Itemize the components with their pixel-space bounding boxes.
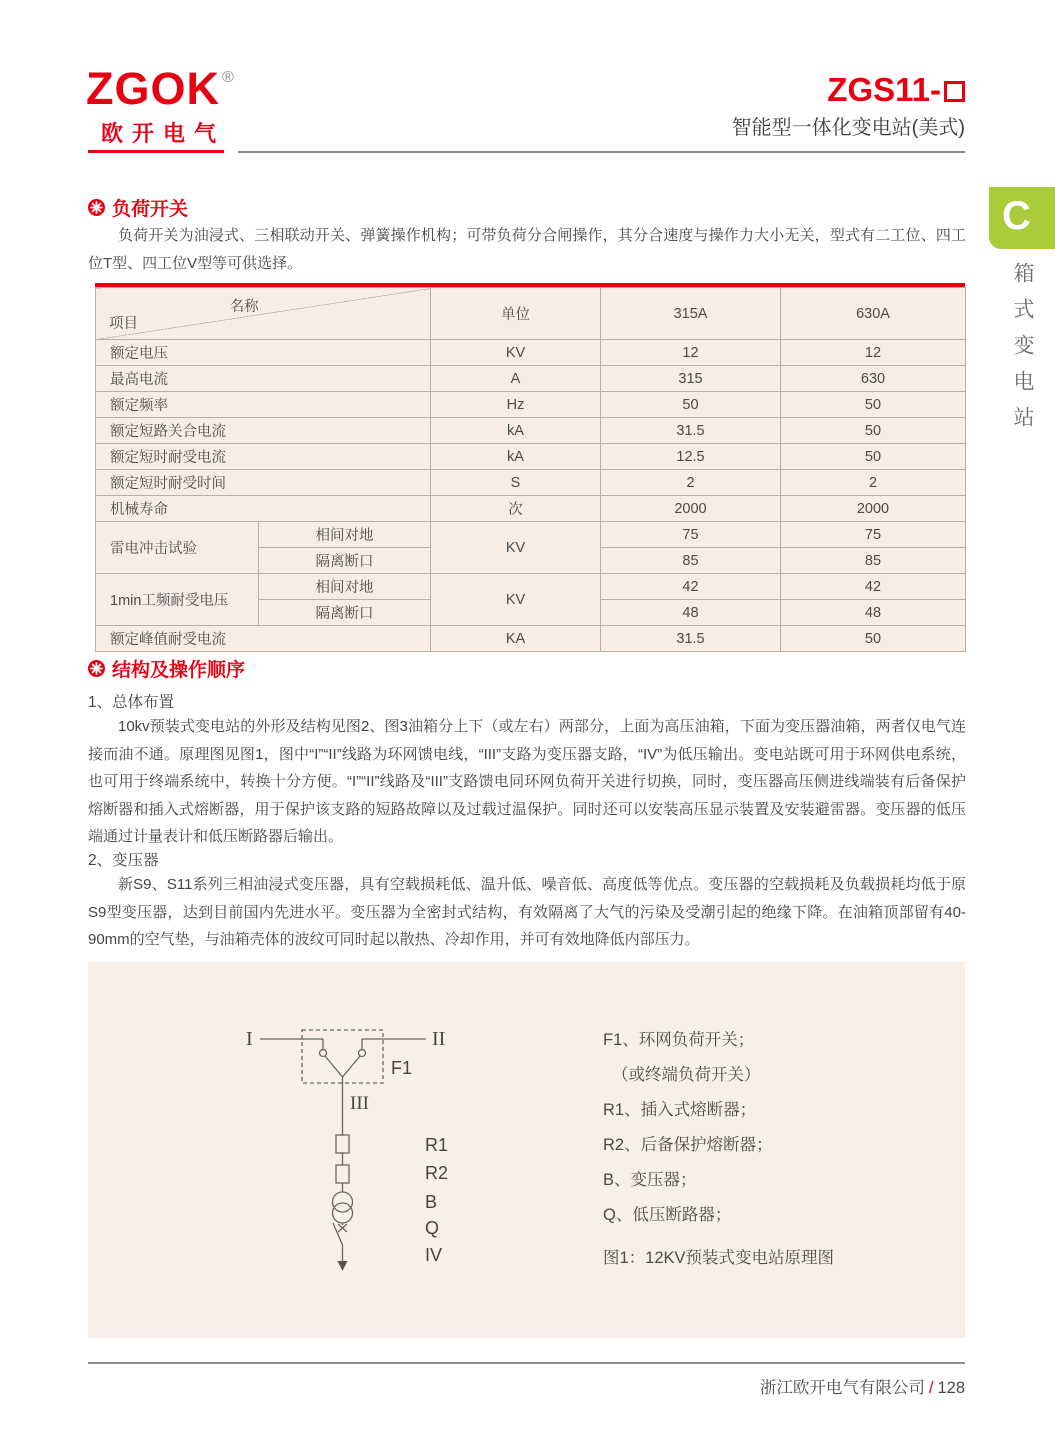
- cell-item: 额定短时耐受时间: [96, 470, 431, 496]
- principle-diagram-box: [88, 962, 965, 1338]
- cell-630: 2: [781, 470, 966, 496]
- label-r2: R2: [425, 1163, 449, 1183]
- cell-630: 12: [781, 340, 966, 366]
- cell-630: 630: [781, 366, 966, 392]
- section-load-switch-body: 负荷开关为油浸式、三相联动开关、弹簧操作机构；可带负荷分合闸操作，其分合速度与操作力大小无关，型式有二工位、四工位T型、四工位V型等可供选择。: [88, 227, 966, 272]
- cell-315: 85: [601, 548, 781, 574]
- cell-630: 48: [781, 600, 966, 626]
- model-number: [732, 72, 965, 108]
- cell-unit: kA: [431, 444, 601, 470]
- cell-315: 12.5: [601, 444, 781, 470]
- table-row: [96, 444, 966, 470]
- page-title-block: [732, 72, 965, 140]
- table-row: [96, 522, 966, 548]
- chapter-vertical-label: 箱式变电站: [1011, 262, 1034, 442]
- cell-subitem: 隔离断口: [259, 548, 431, 574]
- cell-unit: kA: [431, 418, 601, 444]
- cell-item: 雷电冲击试验: [96, 522, 259, 574]
- label-q: Q: [425, 1218, 440, 1238]
- spec-table: [95, 287, 966, 652]
- cell-item: 机械寿命: [96, 496, 431, 522]
- table-row: [96, 340, 966, 366]
- legend-item: （或终端负荷开关）: [612, 1066, 761, 1084]
- brand-logo: [86, 63, 235, 148]
- spec-table-wrap: [95, 283, 965, 652]
- cell-item: 额定峰值耐受电流: [96, 626, 431, 652]
- cell-315: 31.5: [601, 626, 781, 652]
- cell-315: 2000: [601, 496, 781, 522]
- cell-subitem: 相间对地: [259, 574, 431, 600]
- cell-315: 31.5: [601, 418, 781, 444]
- model-number-text: ZGS11-: [827, 71, 941, 108]
- legend-item: Q、低压断路器；: [603, 1206, 732, 1224]
- chapter-tab: [989, 187, 1055, 249]
- col-header-unit: 单位: [431, 288, 601, 340]
- chapter-letter: C: [1002, 194, 1031, 238]
- cell-315: 75: [601, 522, 781, 548]
- label-r1: R1: [425, 1135, 449, 1155]
- section-load-switch-title: 负荷开关: [112, 199, 189, 220]
- item2-title: 2、变压器: [88, 852, 159, 869]
- cell-630: 50: [781, 418, 966, 444]
- cell-630: 75: [781, 522, 966, 548]
- footer-page-number: 128: [937, 1379, 965, 1397]
- col-header-315a: 315A: [601, 288, 781, 340]
- table-row: [96, 418, 966, 444]
- section-bullet-icon: [88, 660, 105, 677]
- logo-word: ZGOK: [86, 63, 220, 114]
- cell-unit: KV: [431, 574, 601, 626]
- cell-315: 315: [601, 366, 781, 392]
- cell-item: 额定短路关合电流: [96, 418, 431, 444]
- cell-unit: 次: [431, 496, 601, 522]
- table-row: [96, 470, 966, 496]
- brand-logo-subtext: 欧开电气: [101, 121, 226, 146]
- footer-rule: [88, 1362, 965, 1364]
- cell-630: 50: [781, 392, 966, 418]
- cell-item: 额定短时耐受电流: [96, 444, 431, 470]
- header-rule-gray: [238, 151, 965, 153]
- cell-630: 2000: [781, 496, 966, 522]
- diagram-caption: 图1：12KV预装式变电站原理图: [603, 1249, 835, 1267]
- circuit-schematic: [88, 962, 598, 1338]
- label-b: B: [425, 1192, 438, 1212]
- table-row: [96, 626, 966, 652]
- col-header-630a: 630A: [781, 288, 966, 340]
- table-row: [96, 496, 966, 522]
- legend-item: R2、后备保护熔断器；: [603, 1136, 773, 1154]
- cell-subitem: 相间对地: [259, 522, 431, 548]
- label-line-I: I: [246, 1028, 253, 1050]
- table-row: [96, 392, 966, 418]
- legend-item: B、变压器；: [603, 1171, 697, 1189]
- cell-unit: KV: [431, 522, 601, 574]
- item1-body: 10kv预装式变电站的外形及结构见图2、图3油箱分上下（或左右）两部分，上面为高压油箱，下面为变压器油箱，两者仅电气连接而油不通。原理图见图1，图中“I”“II”线路为环网馈电线，“III”支路为变压器支路，“IV”为低压输出。变电站既可用于环网供电系统，也可用于终端系统中，转换十分方便。“I”“II”线路及“III”支路馈电同环网负荷开关进行切换，同时，变压器高压侧进线端装有后备保护熔断器和插入式熔断器，用于保护该支路的短路故障以及过载过温保护。同时还可以安装高压显示装置及安装避雷器。变压器的低压端通过计量表计和低压断路器后输出。: [88, 718, 966, 845]
- corner-label-item: 项目: [109, 316, 138, 332]
- cell-item: 最高电流: [96, 366, 431, 392]
- cell-unit: S: [431, 470, 601, 496]
- header-rule-red: [88, 150, 224, 153]
- cell-unit: A: [431, 366, 601, 392]
- table-row: [96, 366, 966, 392]
- model-placeholder-box: [944, 81, 965, 102]
- label-line-III: III: [350, 1093, 369, 1114]
- cell-630: 85: [781, 548, 966, 574]
- label-iv: IV: [425, 1245, 443, 1265]
- page-subtitle: 智能型一体化变电站(美式): [731, 117, 965, 140]
- cell-630: 42: [781, 574, 966, 600]
- table-row: [96, 574, 966, 600]
- cell-630: 50: [781, 626, 966, 652]
- cell-315: 2: [601, 470, 781, 496]
- legend-item: R1、插入式熔断器；: [603, 1101, 757, 1119]
- cell-315: 12: [601, 340, 781, 366]
- item1-title: 1、总体布置: [88, 694, 175, 711]
- cell-item: 额定频率: [96, 392, 431, 418]
- cell-unit: KA: [431, 626, 601, 652]
- section-bullet-icon: [88, 199, 105, 216]
- arrow-down-icon: [338, 1261, 348, 1271]
- cell-item: 1min工频耐受电压: [96, 574, 259, 626]
- diagram-legend: [603, 1026, 773, 1236]
- cell-315: 42: [601, 574, 781, 600]
- section-structure-heading: [88, 655, 245, 682]
- table-header-row: [96, 288, 966, 340]
- brand-logo-text: [86, 63, 235, 114]
- item2-body: 新S9、S11系列三相油浸式变压器，具有空载损耗低、温升低、噪音低、高度低等优点。变压器的空载损耗及负载损耗均低于原S9型变压器，达到目前国内先进水平。变压器为全密封式结构，有效隔离了大气的污染及受潮引起的绝缘下降。在油箱顶部留有40-90mm的空气垫，与油箱壳体的波纹可同时起以散热、冷却作用，并可有效地降低内部压力。: [88, 876, 966, 948]
- cell-subitem: 隔离断口: [259, 600, 431, 626]
- footer-company: 浙江欧开电气有限公司: [759, 1379, 925, 1397]
- footer-separator: /: [928, 1379, 934, 1397]
- corner-label-name: 名称: [229, 299, 259, 315]
- section-load-switch-heading: [88, 194, 188, 221]
- cell-item: 额定电压: [96, 340, 431, 366]
- legend-item: F1、环网负荷开关；: [603, 1031, 755, 1049]
- cell-630: 50: [781, 444, 966, 470]
- table-corner-cell: [96, 288, 431, 340]
- section-structure-title: 结构及操作顺序: [112, 660, 246, 681]
- cell-315: 48: [601, 600, 781, 626]
- registered-mark: ®: [222, 69, 235, 86]
- cell-unit: KV: [431, 340, 601, 366]
- label-f1: F1: [391, 1058, 413, 1078]
- footer: [760, 1374, 965, 1398]
- label-line-II: II: [432, 1028, 446, 1050]
- cell-unit: Hz: [431, 392, 601, 418]
- cell-315: 50: [601, 392, 781, 418]
